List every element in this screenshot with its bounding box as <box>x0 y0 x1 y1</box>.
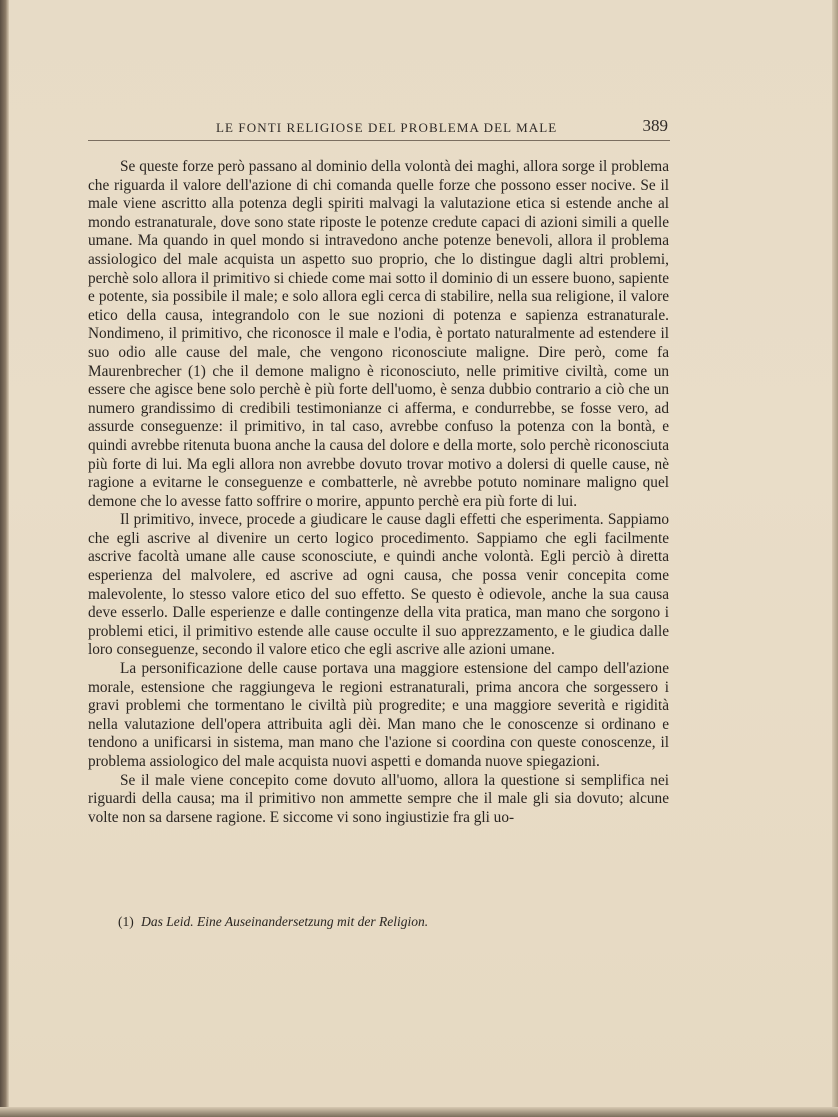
footnote-number: (1) <box>118 914 134 929</box>
page-right-edge <box>832 0 838 1117</box>
paragraph: Il primitivo, invece, procede a giudicare le cause dagli effetti che esperimenta. Sappiamo che egli ascrive al divenire un certo logico procedimento. Sappiamo che egli facilmente ascrive facoltà umane alle cause sconosciute, e quindi anche volontà. Egli perciò à diretta esperienza del malvolere, ed ascrive ad ogni causa, che possa venir concepita come malevolente, lo stesso valore etico del suo effetto. Se questo è odievole, anche la sua causa deve esserlo. Dalle esperienze e dalle contingenze della vita pratica, man mano che sorgono i problemi etici, il primitivo estende alle cause occulte il suo apprezzamento, e le giudica dalle loro conseguenze, secondo il valore etico che egli ascrive alle azioni umane. <box>88 511 669 659</box>
page-bottom-edge <box>0 1107 838 1117</box>
paragraph: Se il male viene concepito come dovuto all'uomo, allora la questione si semplifica nei riguardi della causa; ma il primitivo non ammette sempre che il male gli sia dovuto; alcune volte non sa darsene ragione. E siccome vi sono ingiustizie fra gli uo- <box>88 771 669 826</box>
paragraph: La personificazione delle cause portava una maggiore estensione del campo dell'azione morale, estensione che raggiungeva le regioni estranaturali, prima ancora che sorgessero i gravi problemi che tormentano le civiltà più progredite; e una maggiore severità e rigidità nella valutazione dell'opera attribuita agli dèi. Man mano che le conoscenze si ordinano e tendono a unificarsi in sistema, man mano che l'azione si coordina con queste conoscenze, il problema assiologico del male acquista nuovi aspetti e domanda nuove spiegazioni. <box>88 660 669 770</box>
body-text <box>88 158 669 827</box>
running-head <box>88 118 670 141</box>
page-binding-edge <box>0 0 9 1117</box>
paragraph: Se queste forze però passano al dominio della volontà dei maghi, allora sorge il problema che riguarda il valore dell'azione di chi comanda quelle forze che possono esser nocive. Se il male viene ascritto alla potenza degli spiriti malvagi la valutazione etica si estende anche al mondo estranaturale, dove sono state riposte le potenze credute capaci di azioni simili a quelle umane. Ma quando in quel mondo si intravedono anche potenze benevoli, allora il problema assiologico del male acquista un aspetto suo proprio, che lo distingue dagli altri problemi, perchè solo allora il primitivo si chiede come mai sotto il dominio di un essere buono, sapiente e potente, sia possibile il male; e solo allora egli cerca di stabilire, nella sua religione, il valore etico della causa, integrandolo con le sue nozioni di potenza e sapienza estranaturale. Nondimeno, il primitivo, che riconosce il male e l'odia, è portato naturalmente ad estendere il suo odio alle cause del male, che vengono riconosciute maligne. Dire però, come fa Maurenbrecher (1) che il demone maligno è riconosciuto, nelle primitive civiltà, come un essere che agisce bene solo perchè è più forte dell'uomo, è senza dubbio contrario a ciò che un numero grandissimo di credibili testimonianze ci afferma, e condurrebbe, se fosse vero, ad assurde conseguenze: il primitivo, in tal caso, avrebbe confuso la potenza con la bontà, e quindi avrebbe ritenuta buona anche la causa del dolore e della morte, solo perchè riconosciuta più forte di lui. Ma egli allora non avrebbe dovuto trovar motivo a dolersi di quelle cause, nè ragione a evitarne le conseguenze e combatterle, nè avrebbe potuto nominare maligno quel demone che lo avesse fatto soffrire o morire, appunto perchè era più forte di lui. <box>88 158 669 510</box>
footnote-text: Das Leid. Eine Auseinandersetzung mit der Religion. <box>141 914 429 929</box>
footnote <box>118 914 658 930</box>
running-title: LE FONTI RELIGIOSE DEL PROBLEMA DEL MALE <box>216 120 558 135</box>
page-number: 389 <box>642 116 668 135</box>
